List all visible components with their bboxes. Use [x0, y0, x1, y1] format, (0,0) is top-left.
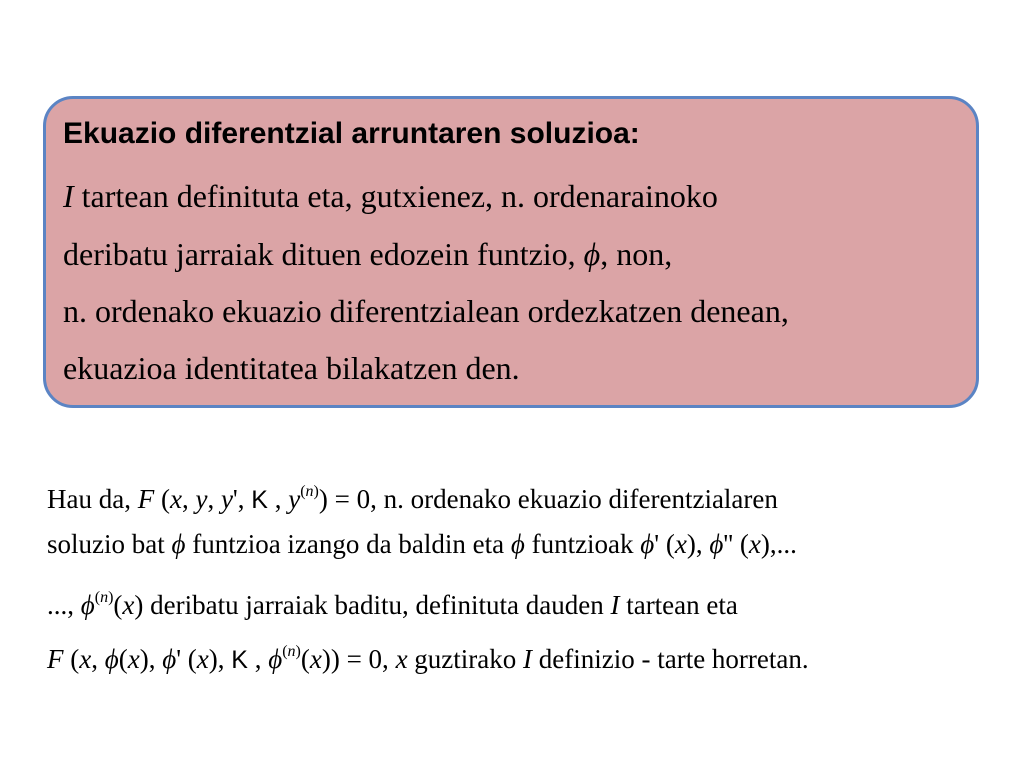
ellipsis-symbol: K	[231, 646, 248, 674]
explanation-line-1: Hau da, F (x, y, y', K , $y^{(n)}) = 0$, n. ordenako ekuazio diferentzialaren	[47, 483, 778, 514]
definition-line-1: I tartean definituta eta, gutxienez, n. ordenarainoko	[63, 178, 718, 214]
explanation-line-3: ..., $\phi^{(n)}(x)$ deribatu jarraiak baditu, definituta dauden I tartean eta	[47, 589, 738, 620]
interval-variable: I	[63, 178, 74, 214]
definition-line-3: n. ordenako ekuazio diferentzialean ordezkatzen denean,	[63, 293, 789, 329]
ellipsis-symbol: K	[251, 486, 268, 514]
phi-symbol: ϕ	[583, 236, 601, 272]
definition-line-4: ekuazioa identitatea bilakatzen den.	[63, 350, 520, 386]
explanation-line-4: F (x, ϕ(x), ϕ' (x), K , $\phi^{(n)}(x)) = 0$, x guztirako I definizio - tarte horretan.	[47, 643, 809, 674]
definition-title: Ekuazio diferentzial arruntaren soluzioa:	[63, 117, 640, 150]
definition-line-2: deribatu jarraiak dituen edozein funtzio, ϕ, non,	[63, 236, 673, 272]
explanation-line-2: soluzio bat ϕ funtzioa izango da baldin eta ϕ funtzioak ϕ' (x), ϕ'' (x),...	[47, 529, 797, 559]
